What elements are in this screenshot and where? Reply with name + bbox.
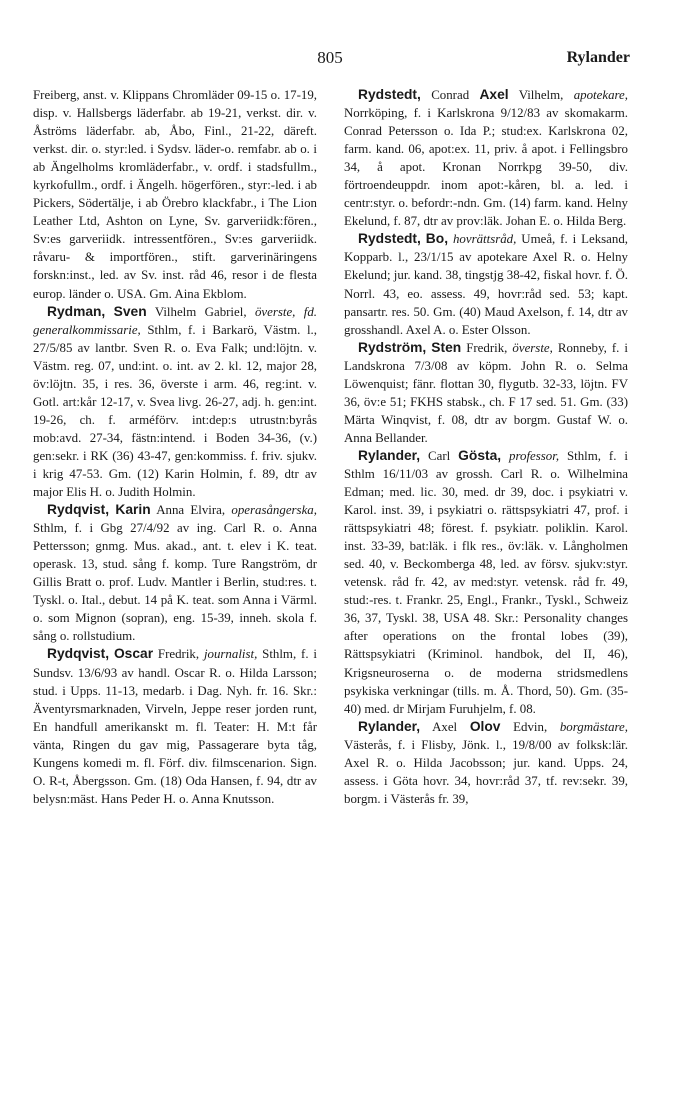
biography-entry — [344, 447, 628, 718]
entry-title: överste, — [512, 340, 553, 355]
page-number: 805 — [317, 48, 343, 67]
entry-other-names: Anna Elvira, — [156, 503, 226, 518]
entry-text: Ronneby, f. i Landskrona 7/3/08 av köpm. John R. o. Selma Löwenquist; fänr. flottan 30, flygutb. 32-33, löjtn. FV 36, öv:e 51; FKHS stabsk., ch. F 17 sed. 51. Gm. (33) Märta Winqvist, f. 08, dtr av borgm. Gustaf W. o. Anna Bellander. — [344, 340, 628, 445]
entry-title: överste, fd. generalkommissarie, — [33, 304, 318, 337]
entry-pre-names: Axel — [432, 719, 458, 734]
entry-title: borgmästare, — [559, 719, 628, 734]
entry-text: Norrköping, f. i Karlskrona 9/12/83 av skomakarm. Conrad Petersson o. Ida P.; stud:ex. Karlskrona 02, farm. kand. 06, apot:ex. 11, priv. å apot. i Fellingsbro 34, å apot. Kronan Norrkpg 39-50, div. förtroendeuppdr. inom apot:-kåren, bl. a. led. i centr:styr. o. befordr:-ndn. Gm. (14) farm. kand. Helny Ekelund, f. 87, dtr av prov:läk. Johan E. o. Hilda Berg. — [344, 106, 628, 229]
entry-other-names: Fredrik, — [157, 647, 200, 662]
entry-surname: Rylander, — [358, 447, 421, 463]
entry-other-names: Fredrik, — [466, 340, 508, 355]
entry-text: Sthlm, f. i Sundsv. 13/6/93 av handl. Oscar R. o. Hilda Larsson; stud. i Upps. 11-13, medarb. i Dag. Nyh. fr. 16. Skr.: Äventyrsmarknaden, Virveln, Jeppe reser jorden runt, En handfull amerikanskt m. fl. Teater: H. M:t får vänta, Ringen du gav mig, Passagerare byta tåg, Kungens komedi m. fl. Förf. div. filmscenarion. Sign. O. R-t, Åbergsson. Gm. (18) Oda Hansen, f. 94, dtr av belysn:mäst. Hans Peder H. o. Anna Knutsson. — [33, 647, 317, 806]
entry-title: professor, — [509, 448, 560, 463]
entry-surname: Rydqvist, — [47, 646, 110, 662]
entry-surname: Rylander, — [358, 718, 421, 734]
entry-first-name: Oscar — [113, 646, 154, 662]
continued-entry: Freiberg, anst. v. Klippans Chromläder 09-15 o. 17-19, disp. v. Hallsbergs läderfabr. ab 19-21, verkst. dir. v. Åströms läderfabr. ab, Åbo, Finl., 21-22, däreft. verkst. dir. o. styr:led. i Sydsv. läder-o. remfabr. ab o. i ab Ängelholms kromläderfabr., v. ordf. i stadsfullm., kyrkofullm., ordf. i Ängelh. högerfören., styr:-led. i ab Pickers, Södertälje, i ab Örebro klackfabr., i The Lion Leather Ltd, Ashton on Lyne, Sv. garveriidk:fören., Sv:es garveriidk. intressentfören., Sv:es garveriidk. råvaru- & importfören., stift. garverinäringens forskn:inst., led. av Sv. inst. råd 46, resor i de flesta europ. länder o. USA. Gm. Aina Ekblom. — [33, 88, 317, 301]
entry-first-name: Sven — [113, 303, 147, 319]
entry-first-name: Sten — [431, 339, 462, 355]
entry-text: Sthlm, f. i Barkarö, Västm. l., 27/5/85 av lantbr. Sven R. o. Eva Falk; und:löjtn. v. Västm. reg. 07, und:int. o. int. av 2. kl. 12, major 28, öv:löjtn. 35, i res. 36, överste i arm. 46, reg:int. v. Gotl. art:kår 12-17, v. Svea livg. 26-27, adj. h. gen:int. 19-26, ch. f. arméförv. int:dep:s utrustn:byrås mob:avd. 27-34, fästn:intend. i Boden 34-36, (v.) gen:sekr. i RK (36) 43-47, gen:kommiss. f. friv. sjukv. i krig 47-53. Gm. (12) Karin Holmin, f. 89, dtr av major Elis H. o. Judith Holmin. — [33, 322, 317, 500]
entry-surname: Rydqvist, — [47, 502, 110, 518]
entry-other-names: Vilhelm Gabriel, — [154, 304, 247, 319]
entry-surname: Rydstedt, — [358, 231, 421, 247]
entry-first-name: Bo, — [425, 231, 449, 247]
entry-first-name: Gösta, — [458, 447, 502, 463]
entry-surname: Rydman, — [47, 303, 106, 319]
biography-entry — [344, 230, 628, 338]
left-column — [33, 86, 317, 808]
entry-text: Sthlm, f. i Gbg 27/4/92 av ing. Carl R. o. Anna Pettersson; gnmg. Mus. akad., ant. t. elev i K. teat. operask. 13, stud. sång f. komp. Ture Rangström, dr Gillis Bratt o. prof. Ludv. Mantler i Berlin, stud:res. t. Tyskl. o. Ital., debut. 14 på K. teat. som Anna i Värml. o. som Mignon (sopran), eng. 15-39, inneh. skola f. sång o. rollstudium. — [33, 521, 317, 644]
biography-entry — [33, 645, 317, 807]
entry-text: Umeå, f. i Leksand, Kopparb. l., 23/1/15 av apotekare Axel R. o. Helny Ekelund; jur. kand. 38, tingstjg 38-42, fiskal hovr. f. Ö. Norrl. 43, eo. assess. 49, hovr:råd sed. 53; kapt. pansartr. res. 50. Gm. (40) Maud Axelson, f. 14, dtr av grosshandl. Axel A. o. Ester Olsson. — [344, 232, 628, 337]
running-head: Rylander — [566, 49, 630, 66]
entry-other-names: Edvin, — [513, 719, 548, 734]
entry-other-names: Vilhelm, — [518, 88, 564, 102]
entry-pre-names: Conrad — [431, 88, 470, 102]
right-column — [344, 86, 628, 808]
entry-title: apotekare, — [573, 88, 628, 102]
entry-first-name: Karin — [115, 502, 151, 518]
biography-entry — [344, 718, 628, 808]
entry-surname: Rydström, — [358, 339, 427, 355]
biography-entry — [344, 339, 628, 447]
biography-entry — [33, 501, 317, 645]
entry-first-name: Olov — [469, 718, 501, 734]
entry-pre-names: Carl — [428, 448, 451, 463]
entry-surname: Rydstedt, — [358, 87, 421, 102]
entry-title: hovrättsråd, — [452, 232, 517, 247]
entry-title: journalist, — [203, 647, 258, 662]
entry-title: operasångerska, — [231, 503, 317, 518]
biography-entry — [344, 86, 628, 230]
entry-text: Sthlm, f. i Sthlm 16/11/03 av grossh. Carl R. o. Wilhelmina Edman; med. lic. 30, med. dr 39, doc. i psykiatri v. Karol. inst. 39, i psykiatri o. rättspsykiatri 47, prof. i rättspsykiatri 48; förest. f. psykiatr. poliklin. Karol. inst. 33-39, bat:läk. i flk res., öv:läk. v. Långholmen sed. 40, v. Beckomberga 48, led. av försv. sjukv:styr. vetensk. råd fr. 42, av med:styr. vetensk. råd fr. 49, stud:-res. t. Frankr. 25, Engl., Frankr., Tyskl., Schweiz 36, 37, Tyskl. 38, USA 48. Skr.: Personality changes after operations on the frontal lobes (39), Rättspsykiatri (Kriminol. handbok, del II, 46), Krigsneuroserna o. de moderna stridsmedlens psykiska verkningar (tills. m. Å. Thord, 50). Gm. (35-40) med. dr Mirjam Furuhjelm, f. 08. — [344, 448, 628, 716]
biography-entry — [33, 303, 317, 502]
entry-first-name: Axel — [479, 87, 509, 102]
entry-text: Västerås, f. i Flisby, Jönk. l., 19/8/00 av folksk:lär. Axel R. o. Hilda Jacobsson; jur. kand. Upps. 24, assess. i Göta hovr. 34, hovr:råd 37, tf. rev:sekr. 39, borgm. i Västerås fr. 39, — [344, 737, 628, 806]
